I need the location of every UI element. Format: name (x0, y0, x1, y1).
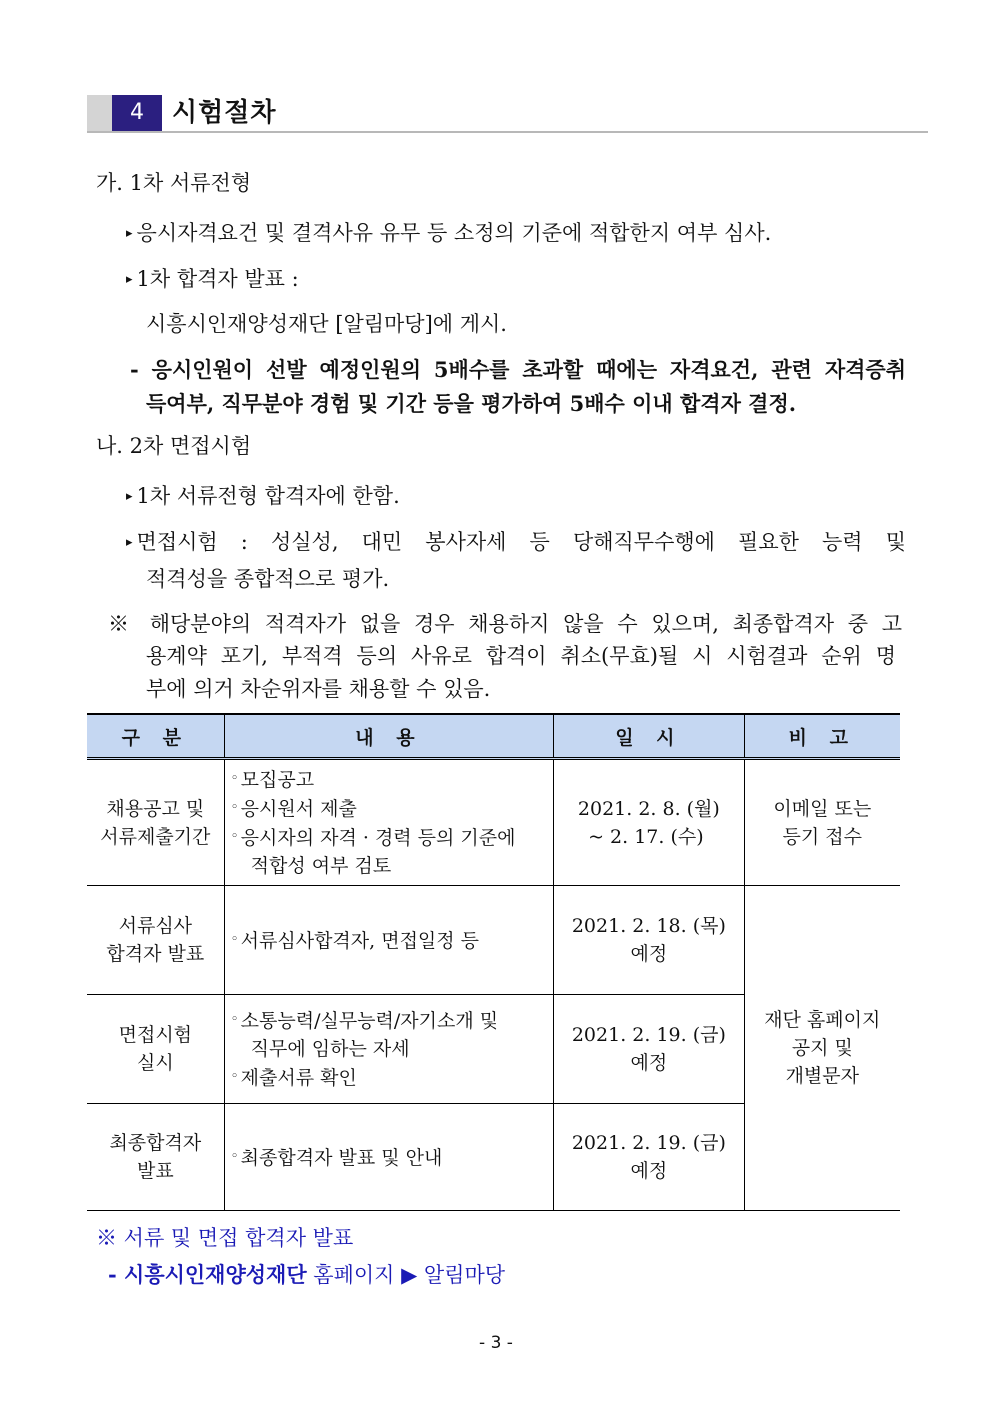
content-item (231, 794, 554, 823)
row3-contents (224, 995, 554, 1104)
triangle-bullet-icon: ▸ (126, 272, 133, 287)
page-number: - 3 - (479, 1333, 513, 1353)
footer-dash: - (108, 1262, 125, 1287)
content-text: 서류심사합격자, 면접일정 등 (240, 929, 480, 952)
content-item (231, 926, 554, 955)
header-contents: 내 용 (224, 714, 554, 759)
cell-line: 면접시험 (118, 1024, 193, 1046)
content-item (231, 823, 554, 880)
stage2-bullet-2-text: 면접시험 : 성실성, 대민 봉사자세 등 당해직무수행에 필요한 능력 및 (136, 530, 906, 554)
header-date: 일 시 (554, 714, 744, 759)
table-row (87, 886, 900, 995)
stage1-note-line2: 득여부, 직무분야 경험 및 기간 등을 평가하여 5배수 이내 합격자 결정. (146, 391, 797, 416)
remark-line1: ※ 해당분야의 적격자가 없을 경우 채용하지 않을 수 있으며, 최종합격자 중 고 (108, 612, 902, 636)
cell-line: 개별문자 (785, 1065, 859, 1087)
stage2-bullet-1-text: 1차 서류전형 합격자에 한함. (136, 484, 400, 508)
content-text: 제출서류 확인 (240, 1067, 357, 1089)
circle-bullet-icon: ◦ (230, 1012, 239, 1027)
section-title: 시험절차 (172, 98, 277, 128)
cell-line: 2021. 2. 19. (금) (571, 1024, 726, 1046)
stage1-heading: 가. 1차 서류전형 (96, 171, 252, 195)
section-number: 4 (112, 95, 162, 131)
circle-bullet-icon: ◦ (230, 1069, 239, 1084)
row1-date (554, 759, 744, 886)
triangle-bullet-icon: ▸ (126, 489, 133, 504)
content-text: 모집공고 (240, 769, 315, 791)
cell-line: 예정 (630, 943, 668, 965)
cell-line: 서류제출기간 (100, 825, 211, 848)
header-note: 비 고 (744, 714, 900, 759)
triangle-bullet-icon: ▸ (126, 226, 133, 241)
row4-category (87, 1104, 224, 1211)
cell-line: 2021. 2. 18. (목) (571, 915, 726, 937)
row2-category (87, 886, 224, 995)
cell-line: 예정 (630, 1160, 668, 1182)
header-category: 구 분 (87, 714, 224, 759)
content-text: 직무에 임하는 자세 (250, 1038, 410, 1060)
cell-line: 서류심사 (118, 915, 193, 937)
circle-bullet-icon: ◦ (230, 829, 239, 844)
content-item (231, 765, 554, 794)
cell-line: 이메일 또는 (773, 797, 872, 820)
stage1-bullet-2-text: 1차 합격자 발표 : (136, 267, 299, 291)
cell-line: 공지 및 (791, 1037, 853, 1059)
row1-contents (224, 759, 554, 886)
content-item (231, 1143, 554, 1172)
cell-line: 재단 홈페이지 (764, 1009, 881, 1031)
cell-line: 채용공고 및 (106, 797, 205, 820)
cell-line: 합격자 발표 (106, 943, 205, 965)
cell-line: 발표 (136, 1160, 174, 1182)
remark-line2: 용계약 포기, 부적격 등의 사유로 합격이 취소(무효)될 시 시험결과 순위 명 (146, 644, 896, 668)
table-row (87, 759, 900, 886)
circle-bullet-icon: ◦ (230, 771, 239, 786)
footer-org-name: 시흥시인재양성재단 (124, 1262, 307, 1287)
row4-date (554, 1104, 744, 1211)
row3-category (87, 995, 224, 1104)
content-text: 최종합격자 발표 및 안내 (240, 1146, 443, 1169)
row2-date (554, 886, 744, 995)
remark-line3: 부에 의거 차순위자를 채용할 수 있음. (146, 677, 491, 701)
cell-line: ~ 2. 17. (수) (588, 825, 704, 848)
content-item (231, 1006, 554, 1063)
row2-contents (224, 886, 554, 995)
cell-line: 예정 (630, 1052, 668, 1074)
circle-bullet-icon: ◦ (230, 931, 239, 947)
cell-line: 최종합격자 (109, 1132, 202, 1154)
stage1-bullet-1-text: 응시자격요건 및 결격사유 유무 등 소정의 기준에 적합한지 여부 심사. (136, 221, 772, 245)
content-text: 소통능력/실무능력/자기소개 및 (240, 1010, 499, 1032)
footer-link-path: 홈페이지 ▶ 알림마당 (306, 1263, 506, 1287)
cell-line: 실시 (136, 1052, 174, 1074)
stage1-bullet-1 (126, 218, 771, 249)
content-text: 응시자의 자격 · 경력 등의 기준에 (240, 827, 516, 849)
triangle-bullet-icon: ▸ (126, 535, 133, 550)
stage2-bullet-2-cont: 적격성을 종합적으로 평가. (146, 567, 390, 591)
stage2-heading: 나. 2차 면접시험 (96, 434, 252, 458)
schedule-table (87, 713, 900, 1211)
stage2-bullet-2 (126, 527, 906, 558)
row4-contents (224, 1104, 554, 1211)
content-text: 적합성 여부 검토 (250, 855, 392, 877)
stage1-note-line1: - 응시인원이 선발 예정인원의 5배수를 초과할 때에는 자격요건, 관련 자격증취 (130, 357, 906, 382)
cell-line: 2021. 2. 19. (금) (571, 1132, 726, 1154)
stage2-bullet-1 (126, 481, 400, 512)
merged-note (744, 886, 900, 1211)
footer-note-line2 (108, 1260, 505, 1290)
row3-date (554, 995, 744, 1104)
row1-note (744, 759, 900, 886)
stage1-announce-place: 시흥시인재양성재단 [알림마당]에 게시. (146, 312, 507, 336)
stage1-bullet-2 (126, 264, 299, 295)
section-divider (87, 131, 928, 133)
footer-note-line1: ※ 서류 및 면접 합격자 발표 (96, 1226, 354, 1250)
row1-category (87, 759, 224, 886)
table-header-row (87, 714, 900, 759)
content-text: 응시원서 제출 (240, 798, 357, 820)
section-header-bar (87, 95, 112, 131)
circle-bullet-icon: ◦ (230, 800, 239, 815)
cell-line: 등기 접수 (782, 825, 862, 848)
content-item (231, 1063, 554, 1092)
cell-line: 2021. 2. 8. (월) (577, 797, 720, 820)
circle-bullet-icon: ◦ (230, 1148, 239, 1164)
